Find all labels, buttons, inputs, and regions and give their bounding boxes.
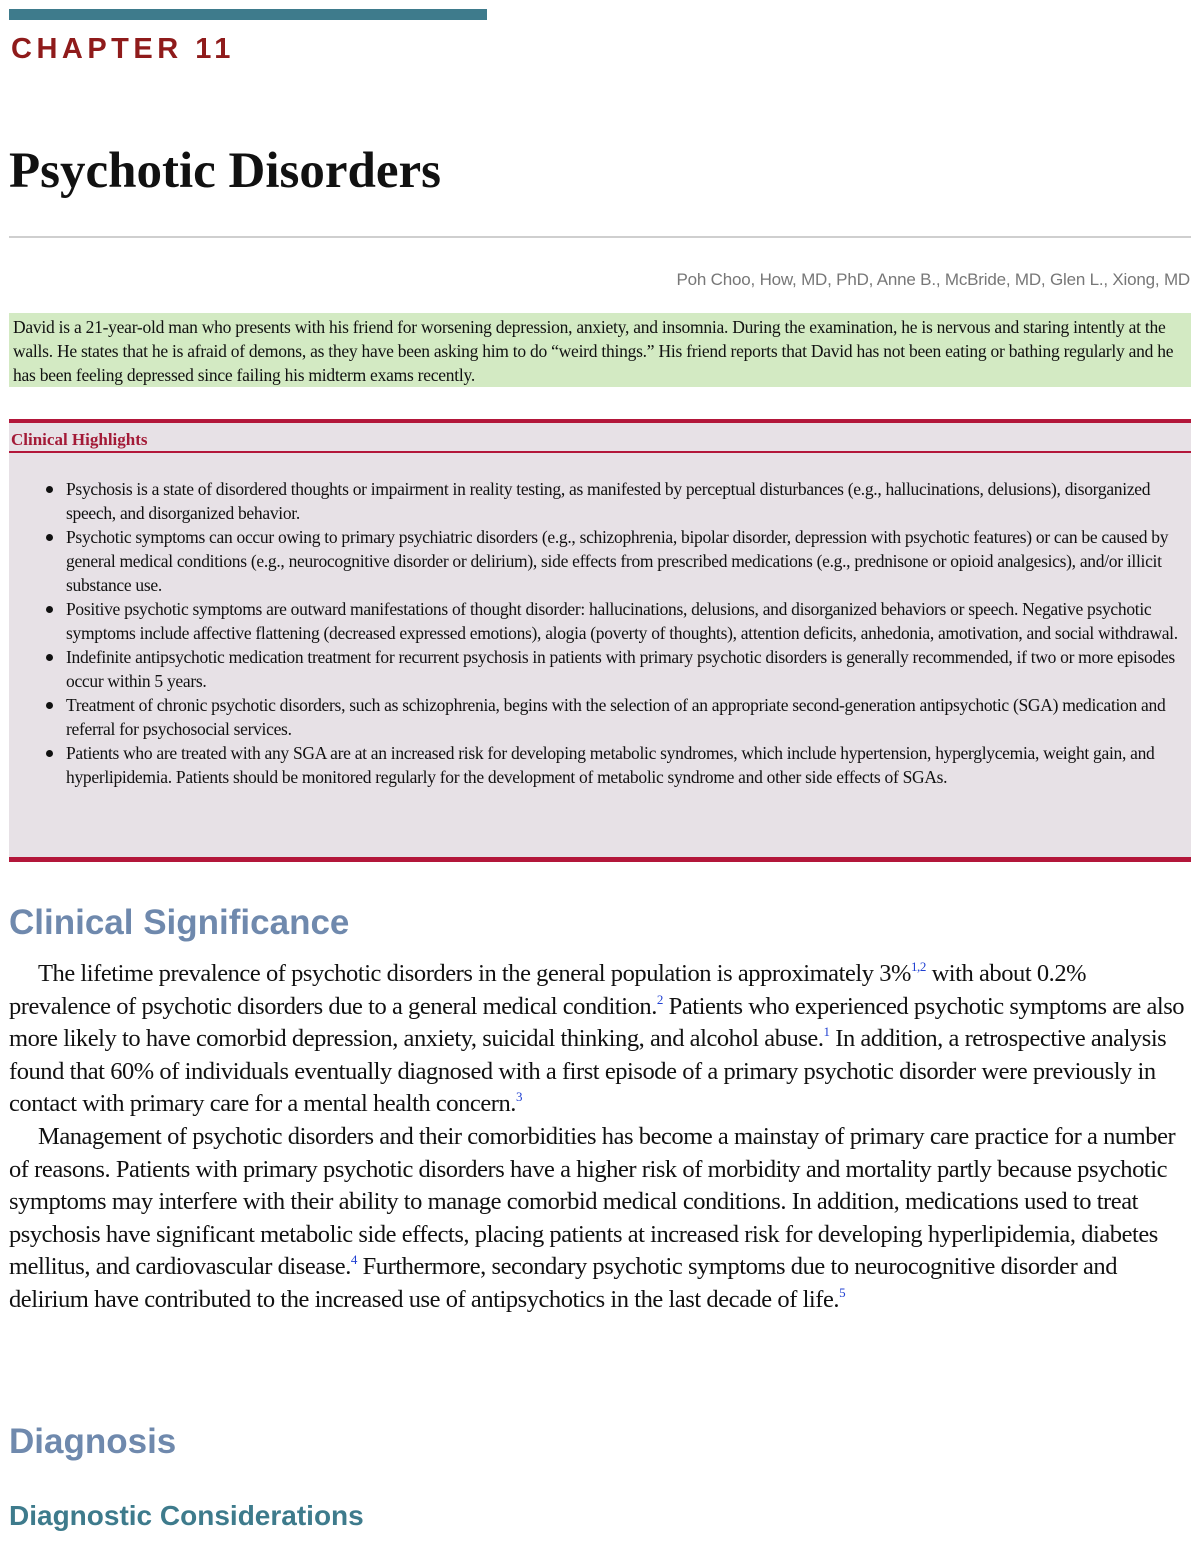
- paragraph-text: Management of psychotic disorders and their comorbidities has become a mainstay of primary care practice for a number of reasons. Patients with primary psychotic disorders have a higher risk of morbidity and mortality partly because psychotic symptoms may interfere with their ability to manage comorbid medical conditions. In addition, medications used to treat psychosis have significant metabolic side effects, placing patients at increased risk for developing hyperlipidemia, diabetes mellitus, and cardiovascular disease.: [9, 1122, 1176, 1281]
- highlight-item: Treatment of chronic psychotic disorders, such as schizophrenia, begins with the selection of an appropriate second-generation antipsychotic (SGA) medication and referral for psychosocial services.: [66, 693, 1189, 741]
- author-list: Poh Choo, How, MD, PhD, Anne B., McBride, MD, Glen L., Xiong, MD: [676, 270, 1190, 289]
- reference-link[interactable]: 1,2: [910, 959, 926, 974]
- highlight-item: Patients who are treated with any SGA are at an increased risk for developing metabolic syndromes, which include hypertension, hyperglycemia, weight gain, and hyperlipidemia. Patients should be monitored regularly for the development of metabolic syndrome and other side effects of SGAs.: [66, 741, 1189, 789]
- title-divider: [9, 236, 1191, 238]
- reference-link[interactable]: 4: [350, 1252, 357, 1268]
- highlight-item: Positive psychotic symptoms are outward manifestations of thought disorder: hallucinations, delusions, and disorganized behaviors or speech. Negative psychotic symptoms include affective flattening (decreased expressed emotions), alogia (poverty of thoughts), attention deficits, anhedonia, amotivation, and social withdrawal.: [66, 597, 1189, 645]
- subheading-diagnostic-considerations: Diagnostic Considerations: [9, 1500, 364, 1531]
- case-vignette-box: [9, 313, 1191, 387]
- chapter-title: Psychotic Disorders: [9, 143, 442, 199]
- clinical-highlights-heading: Clinical Highlights: [9, 426, 1191, 453]
- paragraph-text: Furthermore, secondary psychotic symptoms due to neurocognitive disorder and delirium have contributed to the increased use of antipsychotics in the last decade of life.: [9, 1253, 1118, 1313]
- case-vignette-text: David is a 21-year-old man who presents with his friend for worsening depression, anxiety, and insomnia. During the examination, he is nervous and staring intently at the walls. He states that he is afraid of demons, as they have been asking him to do “weird things.” His friend reports that David has not been eating or bathing regularly and he has been feeling depressed since failing his midterm exams recently.: [13, 317, 1174, 385]
- reference-link[interactable]: 5: [839, 1284, 846, 1300]
- paragraph: [9, 1121, 1191, 1317]
- paragraph-text: The lifetime prevalence of psychotic disorders in the general population is approximately 3%: [38, 960, 911, 987]
- highlight-item: Indefinite antipsychotic medication treatment for recurrent psychosis in patients with primary psychotic disorders is generally recommended, if two or more episodes occur within 5 years.: [66, 645, 1189, 693]
- reference-link[interactable]: 2: [656, 991, 663, 1007]
- clinical-highlights-list: [9, 477, 1189, 789]
- paragraph-text: with about 0.2% prevalence of psychotic disorders due to a general medical condition.: [9, 960, 1087, 1020]
- paragraph-text: In addition, a retrospective analysis found that 60% of individuals eventually diagnosed with a first episode of a primary psychotic disorder were previously in contact with primary care for a mental health concern.: [9, 1025, 1167, 1118]
- reference-link[interactable]: 3: [515, 1089, 523, 1105]
- section-heading-clinical-significance: Clinical Significance: [9, 903, 350, 942]
- section-heading-diagnosis: Diagnosis: [9, 1422, 177, 1461]
- paragraph: [9, 958, 1191, 1121]
- chapter-label: CHAPTER 11: [11, 33, 235, 65]
- highlight-item: Psychotic symptoms can occur owing to primary psychiatric disorders (e.g., schizophrenia, bipolar disorder, depression with psychotic features) or can be caused by general medical conditions (e.g., neurocognitive disorder or delirium), side effects from prescribed medications (e.g., prednisone or opioid analgesics), and/or illicit substance use.: [66, 525, 1189, 597]
- paragraph-text: Patients who experienced psychotic symptoms are also more likely to have comorbid depression, anxiety, suicidal thinking, and alcohol abuse.: [9, 992, 1185, 1053]
- clinical-significance-body: [9, 958, 1191, 1317]
- chapter-accent-bar: [9, 9, 487, 20]
- clinical-highlights-box: [9, 419, 1191, 862]
- highlight-item: Psychosis is a state of disordered thoughts or impairment in reality testing, as manifested by perceptual disturbances (e.g., hallucinations, delusions), disorganized speech, and disorganized behavior.: [66, 477, 1189, 525]
- reference-link[interactable]: 1: [823, 1024, 830, 1040]
